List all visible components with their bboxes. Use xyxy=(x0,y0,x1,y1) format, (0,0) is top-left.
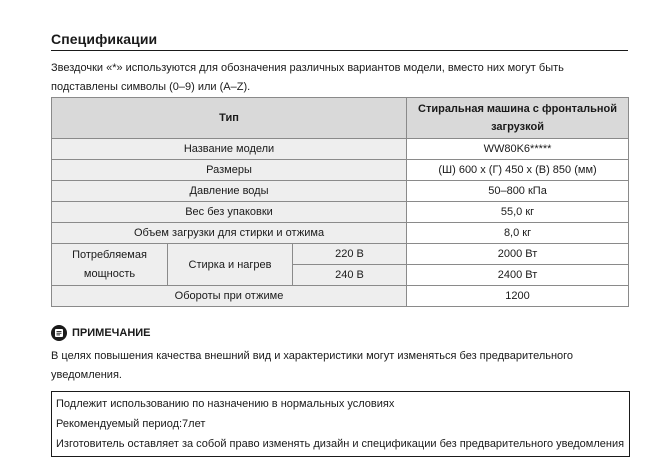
row-label: Обороты при отжиме xyxy=(52,286,407,307)
info-line-rights: Изготовитель оставляет за собой право изменять дизайн и спецификации без предварительного уведомления xyxy=(56,438,625,450)
header-type: Тип xyxy=(52,98,407,139)
table-row-power-220 xyxy=(52,244,629,265)
header-product: Стиральная машина с фронтальной загрузкой xyxy=(407,98,629,139)
table-row-spin xyxy=(52,286,629,307)
title-divider xyxy=(51,50,628,51)
table-row-water-pressure xyxy=(52,181,629,202)
intro-paragraph: Звездочки «*» используются для обозначения различных вариантов модели, вместо них могут быть подставлены символы (0–9) или (A–Z). xyxy=(51,62,564,93)
voltage-240-label: 240 В xyxy=(293,265,407,286)
section-title: Спецификации xyxy=(51,31,158,47)
row-label: Давление воды xyxy=(52,181,407,202)
voltage-220-value: 2000 Вт xyxy=(407,244,629,265)
row-value: (Ш) 600 x (Г) 450 x (В) 850 (мм) xyxy=(407,160,629,181)
table-row-load-capacity xyxy=(52,223,629,244)
row-label: Название модели xyxy=(52,139,407,160)
note-text: В целях повышения качества внешний вид и характеристики могут изменяться без предварительного уведомления. xyxy=(51,350,574,381)
power-label: Потребляемая мощность xyxy=(52,244,168,286)
voltage-240-value: 2400 Вт xyxy=(407,265,629,286)
row-value: 55,0 кг xyxy=(407,202,629,223)
voltage-220-label: 220 В xyxy=(293,244,407,265)
table-header-row xyxy=(52,98,629,139)
row-label: Размеры xyxy=(52,160,407,181)
power-mode: Стирка и нагрев xyxy=(168,244,293,286)
row-value: WW80K6***** xyxy=(407,139,629,160)
note-heading-label: ПРИМЕЧАНИЕ xyxy=(72,327,151,339)
info-box xyxy=(51,391,630,457)
row-value: 8,0 кг xyxy=(407,223,629,244)
row-value: 50–800 кПа xyxy=(407,181,629,202)
note-heading xyxy=(51,325,151,341)
info-line-usage: Подлежит использованию по назначению в нормальных условиях xyxy=(56,398,395,410)
specifications-table xyxy=(51,97,629,307)
row-label: Вес без упаковки xyxy=(52,202,407,223)
row-label: Объем загрузки для стирки и отжима xyxy=(52,223,407,244)
table-row-dimensions xyxy=(52,160,629,181)
note-icon xyxy=(51,325,67,341)
table-row-net-weight xyxy=(52,202,629,223)
row-value: 1200 xyxy=(407,286,629,307)
table-row-model xyxy=(52,139,629,160)
info-line-period: Рекомендуемый период:7лет xyxy=(56,418,206,430)
